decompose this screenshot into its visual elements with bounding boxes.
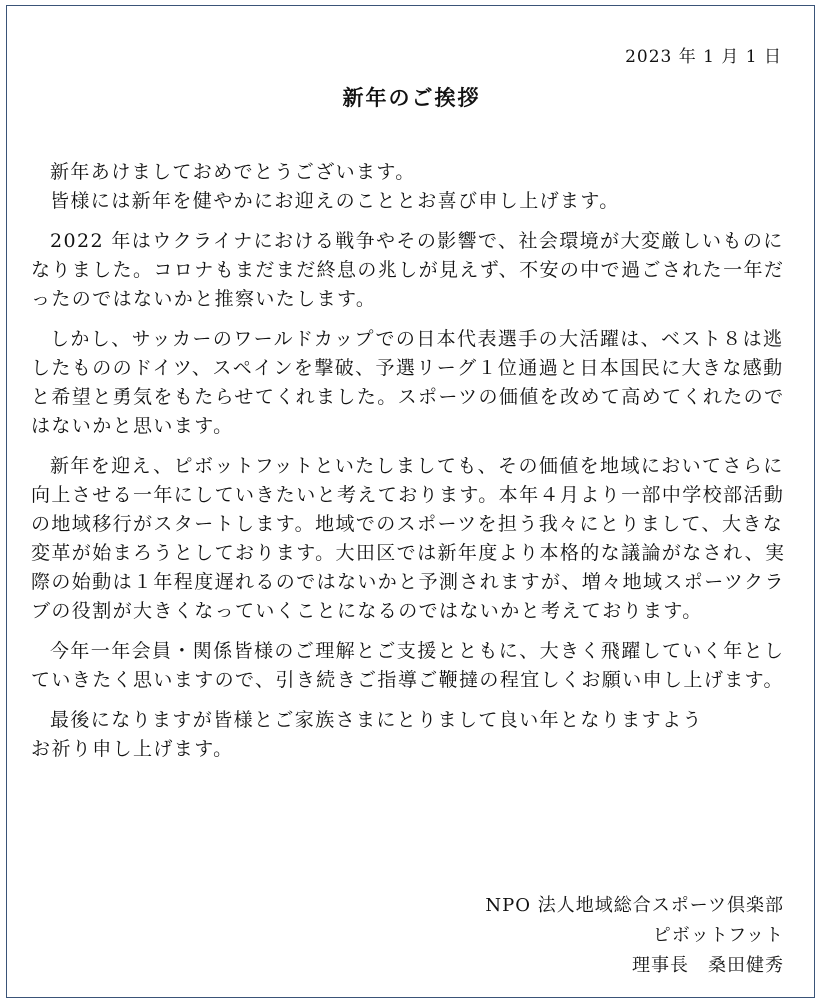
body-paragraph-1: 2022 年はウクライナにおける戦争やその影響で、社会環境が大変厳しいものになりました。コロナもまだまだ終息の兆しが見えず、不安の中で過ごされた一年だったのではないかと推察いたします。 [31, 230, 785, 310]
greeting-line-1: 新年あけましておめでとうございます。 [50, 161, 416, 183]
greeting-paragraph [31, 158, 794, 216]
closing-line-2: お祈り申し上げます。 [31, 738, 234, 760]
signature-block [485, 891, 784, 981]
signature-club: ピボットフット [652, 925, 784, 946]
body-paragraph-3: 新年を迎え、ピボットフットといたしましても、その価値を地域においてさらに向上させる一年にしていきたいと考えております。本年４月より一部中学校部活動の地域移行がスタートします。地域でのスポーツを担う我々にとりまして、大きな変革が始まろうとしております。大田区では新年度より本格的な議論がなされ、実際の始動は１年程度遅れるのではないかと予測されますが、増々地域スポーツクラブの役割が大きくなっていくことになるのではないかと考えております。 [31, 455, 786, 622]
body-paragraph-2: しかし、サッカーのワールドカップでの日本代表選手の大活躍は、ベスト８は逃したもののドイツ、スペインを撃破、予選リーグ１位通過と日本国民に大きな感動と希望と勇気をもたらせてくれました。スポーツの価値を改めて高めてくれたのではないかと思います。 [31, 328, 785, 437]
signature-organization: NPO 法人地域総合スポーツ倶楽部 [485, 895, 784, 916]
closing-line-1: 最後になりますが皆様とご家族さまにとりまして良い年となりますよう [50, 709, 703, 731]
greeting-line-2: 皆様には新年を健やかにお迎えのこととお喜び申し上げます。 [50, 190, 620, 212]
letter-title: 新年のご挨拶 [342, 85, 481, 110]
closing-paragraph [31, 706, 794, 764]
letter-frame [6, 5, 815, 998]
body-paragraph-4: 今年一年会員・関係皆様のご理解とご支援とともに、大きく飛躍していく年としていきたく思いますので、引き続きご指導ご鞭撻の程宜しくお願い申し上げます。 [31, 640, 785, 691]
signature-person: 理事長 桑田健秀 [632, 955, 784, 976]
letter-body [31, 158, 794, 775]
letter-date: 2023 年 1 月 1 日 [625, 47, 782, 67]
